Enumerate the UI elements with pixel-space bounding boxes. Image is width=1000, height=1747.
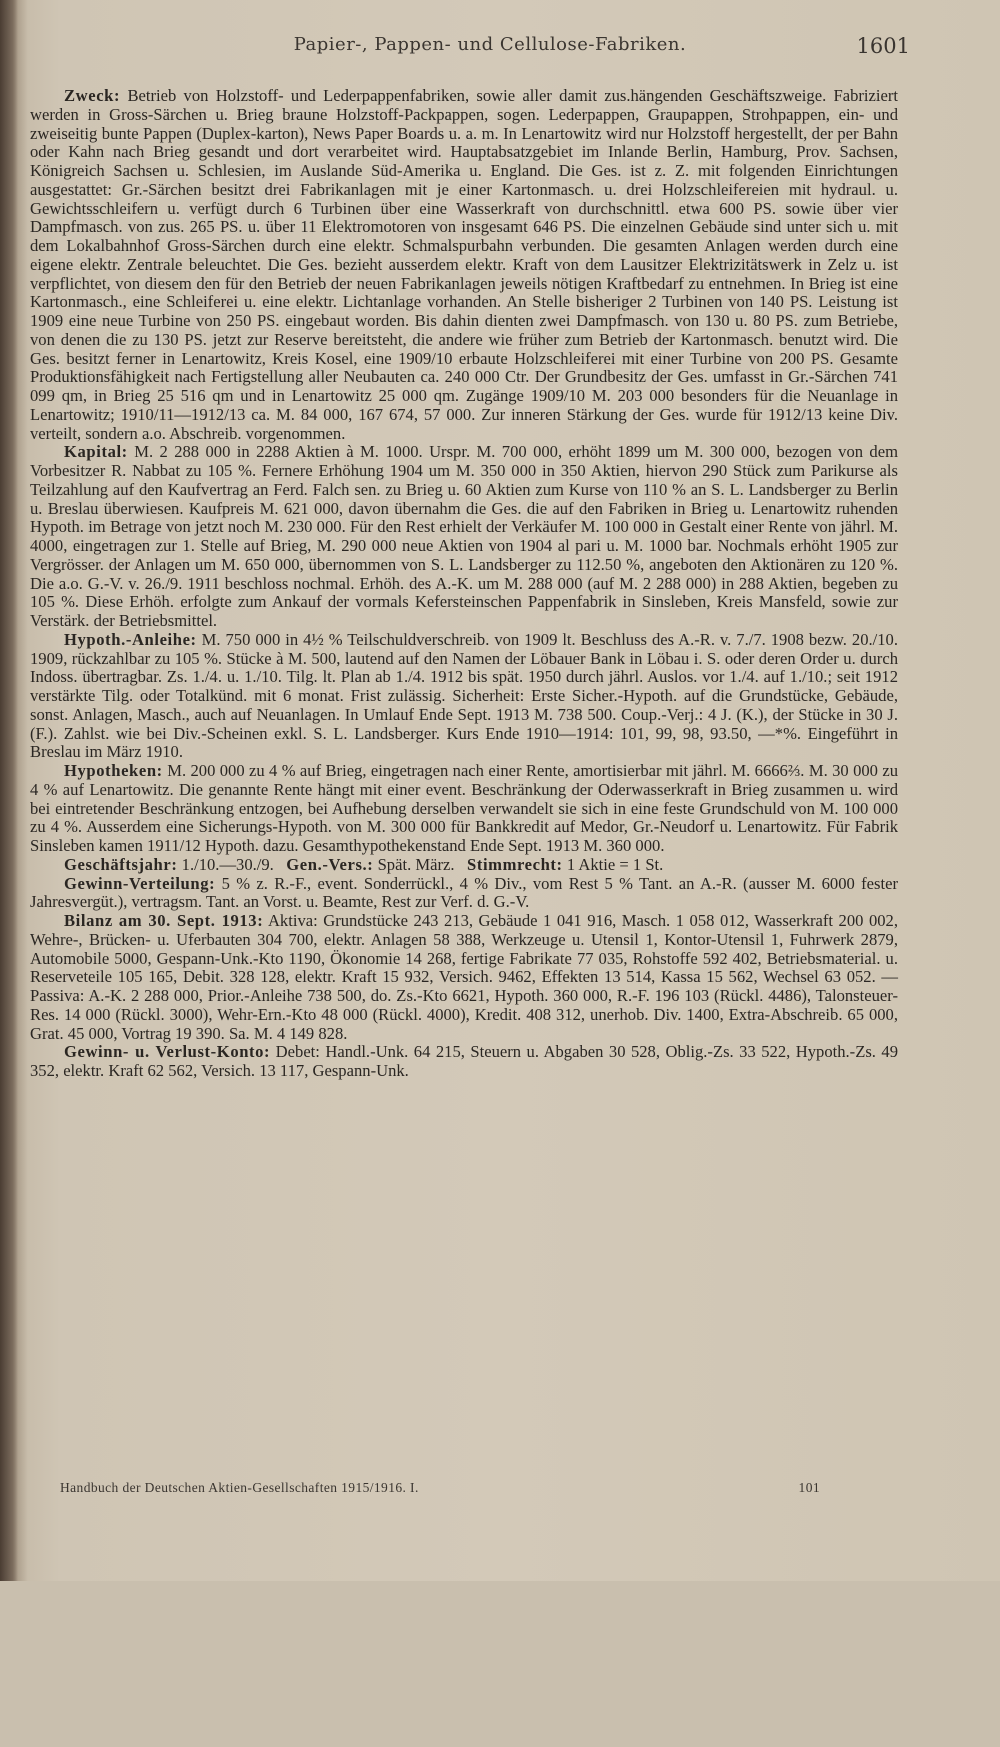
section-text: M. 2 288 000 in 2288 Aktien à M. 1000. Urspr. M. 700 000, erhöht 1899 um M. 300 000, bezogen von dem Vorbesitzer R. Nabbat zu 105 %. Fernere Erhöhung 1904 um M. 350 000 in 350 Aktien, hiervon 290 Stück zum Parikurse als Teilzahlung auf den Kaufvertrag an Ferd. Falch sen. zu Brieg u. 60 Aktien zum Kurse von 110 % an S. L. Landsberger zu Berlin u. Breslau überwiesen. Kaufpreis M. 621 000, davon übernahm die Ges. die auf den Fabriken in Brieg u. Lenartowitz ruhenden Hypoth. im Betrage von jetzt noch M. 230 000. Für den Rest erhielt der Verkäufer M. 100 000 in Gestalt einer Rente von jährl. M. 4000, eingetragen zur 1. Stelle auf Brieg, M. 290 000 neue Aktien von 1904 al pari u. M. 1000 bar. Nochmals erhöht 1905 zur Vergrösser. der Anlagen um M. 650 000, übernommen von S. L. Landsberger zu 112.50 %, angeboten den Aktionären zu 120 %. Die a.o. G.-V. v. 26./9. 1911 beschloss nochmal. Erhöh. des A.-K. um M. 288 000 (auf M. 2 288 000) in 288 Aktien, begeben zu 105 %. Diese Erhöh. erfolgte zum Ankauf der vormals Kefersteinschen Pappenfabrik in Sinsleben, Kreis Mansfeld, sowie zur Verstärk. der Betriebsmittel. bbox=[30, 442, 899, 630]
article-body bbox=[30, 87, 898, 1747]
section-gewinn-verteilung bbox=[30, 875, 898, 913]
running-title: Papier-, Pappen- und Cellulose-Fabriken. bbox=[293, 34, 687, 55]
section-label: Hypotheken: bbox=[64, 761, 163, 780]
footer-source: Handbuch der Deutschen Aktien-Gesellschaften 1915/1916. I. bbox=[60, 1480, 419, 1495]
section-text: M. 750 000 in 4½ % Teilschuldverschreib. von 1909 lt. Beschluss des A.-R. v. 7./7. 1908 bezw. 20./10. 1909, rückzahlbar zu 105 %. Stücke à M. 500, lautend auf den Namen der Löbauer Bank in Löbau i. S. oder deren Order u. durch Indoss. übertragbar. Zs. 1./4. u. 1./10. Tilg. lt. Plan ab 1./4. 1912 bis spät. 1950 durch jährl. Auslos. vor 1./4. auf 1./10.; seit 1912 verstärkte Tilg. oder Totalkünd. mit 6 monat. Frist zulässig. Sicherheit: Erste Sicher.-Hypoth. auf die Grundstücke, Gebäude, sonst. Anlagen, Masch., auch auf Neuanlagen. In Umlauf Ende Sept. 1913 M. 738 500. Coup.-Verj.: 4 J. (K.), der Stücke in 30 J. (F.). Zahlst. wie bei Div.-Scheinen exkl. S. L. Landsberger. Kurs Ende 1910—1914: 101, 99, 98, 93.50, —*%. Eingeführt in Breslau im März 1910. bbox=[30, 629, 899, 762]
section-text: Betrieb von Holzstoff- und Lederpappenfabriken, sowie aller damit zus.hängenden Geschäftszweige. Fabriziert werden in Gross-Särchen u. Brieg braune Holzstoff-Packpappen, sogen. Lederpappen, Graupappen, Strohpappen, ein- und zweiseitig bunte Pappen (Duplex-karton), News Paper Boards u. a. m. In Lenartowitz wird nur Holzstoff hergestellt, der per Bahn oder Kahn nach Brieg gesandt und dort verarbeitet wird. Hauptabsatzgebiet im Inlande Berlin, Hamburg, Prov. Sachsen, Königreich Sachsen u. Schlesien, im Auslande Süd-Amerika u. England. Die Ges. ist z. Z. mit folgenden Einrichtungen ausgestattet: Gr.-Särchen besitzt drei Fabrikanlagen mit je einer Kartonmasch. u. drei Holzschleifereien mit hydraul. u. Gewichtsschleifern u. verfügt durch 6 Turbinen über eine Wasserkraft von durchschnittl. etwa 600 PS. sowie über vier Dampfmasch. von zus. 265 PS. u. über 11 Elektromotoren von insgesamt 646 PS. Die einzelnen Gebäude sind unter sich u. mit dem Lokalbahnhof Gross-Särchen durch eine elektr. Schmalspurbahn verbunden. Die gesamten Anlagen werden durch eine eigene elektr. Zentrale beleuchtet. Die Ges. bezieht ausserdem elektr. Kraft von dem Lausitzer Elektrizitätswerk in Zelz u. ist verpflichtet, von diesem den für den Betrieb der neuen Fabrikanlagen jeweils nötigen Kraftbedarf zu entnehmen. In Brieg ist eine Kartonmasch., eine Schleiferei u. eine elektr. Lichtanlage vorhanden. An Stelle bisheriger 2 Turbinen von 140 PS. Leistung ist 1909 eine neue Turbine von 250 PS. eingebaut worden. Bis dahin dienten zwei Dampfmasch. von 130 u. 80 PS. zum Betriebe, von denen die zu 130 PS. jetzt zur Reserve bereitsteht, die andere wie früher zum Betrieb der Kartonmasch. benutzt wird. Die Ges. besitzt ferner in Lenartowitz, Kreis Kosel, eine 1909/10 erbaute Holzschleiferei mit einer Turbine von 200 PS. Gesamte Produktionsfähigkeit nach Fertigstellung aller Neubauten ca. 240 000 Ctr. Der Grundbesitz der Ges. umfasst in Gr.-Särchen 741 099 qm, in Brieg 25 516 qm und in Lenartowitz 25 000 qm. Zugänge 1909/10 M. 203 000 besonders für die Neuanlage in Lenartowitz; 1910/11—1912/13 ca. M. 84 000, 167 674, 57 000. Zur inneren Stärkung der Ges. wurde für 1912/13 keine Div. verteilt, sondern a.o. Abschreib. vorgenommen. bbox=[30, 86, 899, 443]
section-value: 1./10.—30./9. bbox=[181, 854, 274, 874]
section-text: M. 200 000 zu 4 % auf Brieg, eingetragen nach einer Rente, amortisierbar mit jährl. M. 6666⅔. M. 30 000 zu 4 % auf Lenartowitz. Die genannte Rente hängt mit einer event. Beschränkung der Oderwasserkraft in Brieg zusammen u. wird bei eintretender Beschränkung entzogen, bei Aufhebung derselben verwandelt sie sich in eine feste Grundschuld von M. 100 000 zu 4 %. Ausserdem eine Sicherungs-Hypoth. von M. 300 000 für Bankkredit auf Medor, Gr.-Neudorf u. Lenartowitz. Für Fabrik Sinsleben kamen 1911/12 Hypoth. dazu. Gesamthypothekenstand Ende Sept. 1913 M. 360 000. bbox=[30, 761, 898, 855]
page-number: 1601 bbox=[856, 34, 910, 58]
section-label: Kapital: bbox=[64, 442, 128, 462]
stimmrecht-label: Stimmrecht: bbox=[466, 854, 563, 874]
page-header bbox=[70, 34, 910, 68]
genvers-label: Gen.-Vers.: bbox=[286, 854, 374, 874]
section-label: Geschäftsjahr: bbox=[64, 854, 178, 874]
section-hypoth-anleihe bbox=[30, 631, 898, 762]
section-label: Gewinn-Verteilung: bbox=[64, 873, 216, 893]
section-text: Aktiva: Grundstücke 243 213, Gebäude 1 041 916, Masch. 1 058 012, Wasserkraft 200 002, Wehre-, Brücken- u. Uferbauten 304 700, elektr. Anlagen 58 388, Werkzeuge u. Utensil 1, Kontor-Utensil 1, Fuhrwerk 2879, Automobile 5000, Gespann-Unk.-Kto 1190, Ökonomie 14 268, fertige Fabrikate 77 035, Rohstoffe 592 402, Betriebsmaterial. u. Reserveteile 105 165, Debit. 328 128, elektr. Kraft 15 932, Versich. 9462, Effekten 13 514, Kassa 15 562, Wechsel 63 052. — Passiva: A.-K. 2 288 000, Prior.-Anleihe 738 500, do. Zs.-Kto 6621, Hypoth. 360 000, R.-F. 196 103 (Rückl. 4486), Talonsteuer-Res. 14 000 (Rückl. 3000), Wehr-Ern.-Kto 48 000 (Rückl. 4000), Kredit. 408 312, unerhob. Div. 1400, Extra-Abschreib. 65 000, Grat. 45 000, Vortrag 19 390. Sa. M. 4 149 828. bbox=[30, 911, 898, 1043]
section-label: Gewinn- u. Verlust-Konto: bbox=[64, 1042, 271, 1062]
stimmrecht-value: 1 Aktie = 1 St. bbox=[566, 854, 664, 874]
section-text: Debet: Handl.-Unk. 64 215, Steuern u. Abgaben 30 528, Oblig.-Zs. 33 522, Hypoth.-Zs. 49 352, elektr. Kraft 62 562, Versich. 13 117, Gespann-Unk. bbox=[30, 1042, 898, 1080]
section-kapital bbox=[30, 443, 898, 631]
section-hypotheken bbox=[30, 762, 898, 856]
section-bilanz bbox=[30, 912, 898, 1043]
section-label: Hypoth.-Anleihe: bbox=[64, 629, 197, 649]
section-zweck bbox=[30, 87, 898, 443]
book-binding-edge bbox=[0, 0, 18, 1581]
footer-signature: 101 bbox=[798, 1480, 820, 1495]
section-label: Bilanz am 30. Sept. 1913: bbox=[64, 911, 264, 930]
section-geschaeftsjahr bbox=[30, 856, 898, 875]
section-label: Zweck: bbox=[64, 86, 121, 105]
section-text: 5 % z. R.-F., event. Sonderrückl., 4 % Div., vom Rest 5 % Tant. an A.-R. (ausser M. 6000 fester Jahresvergüt.), vertragsm. Tant. an Vorst. u. Beamte, Rest zur Verf. d. G.-V. bbox=[30, 873, 898, 912]
genvers-value: Spät. März. bbox=[377, 854, 455, 874]
page-footer bbox=[60, 1480, 820, 1496]
section-gewinn-verlust bbox=[30, 1043, 898, 1081]
